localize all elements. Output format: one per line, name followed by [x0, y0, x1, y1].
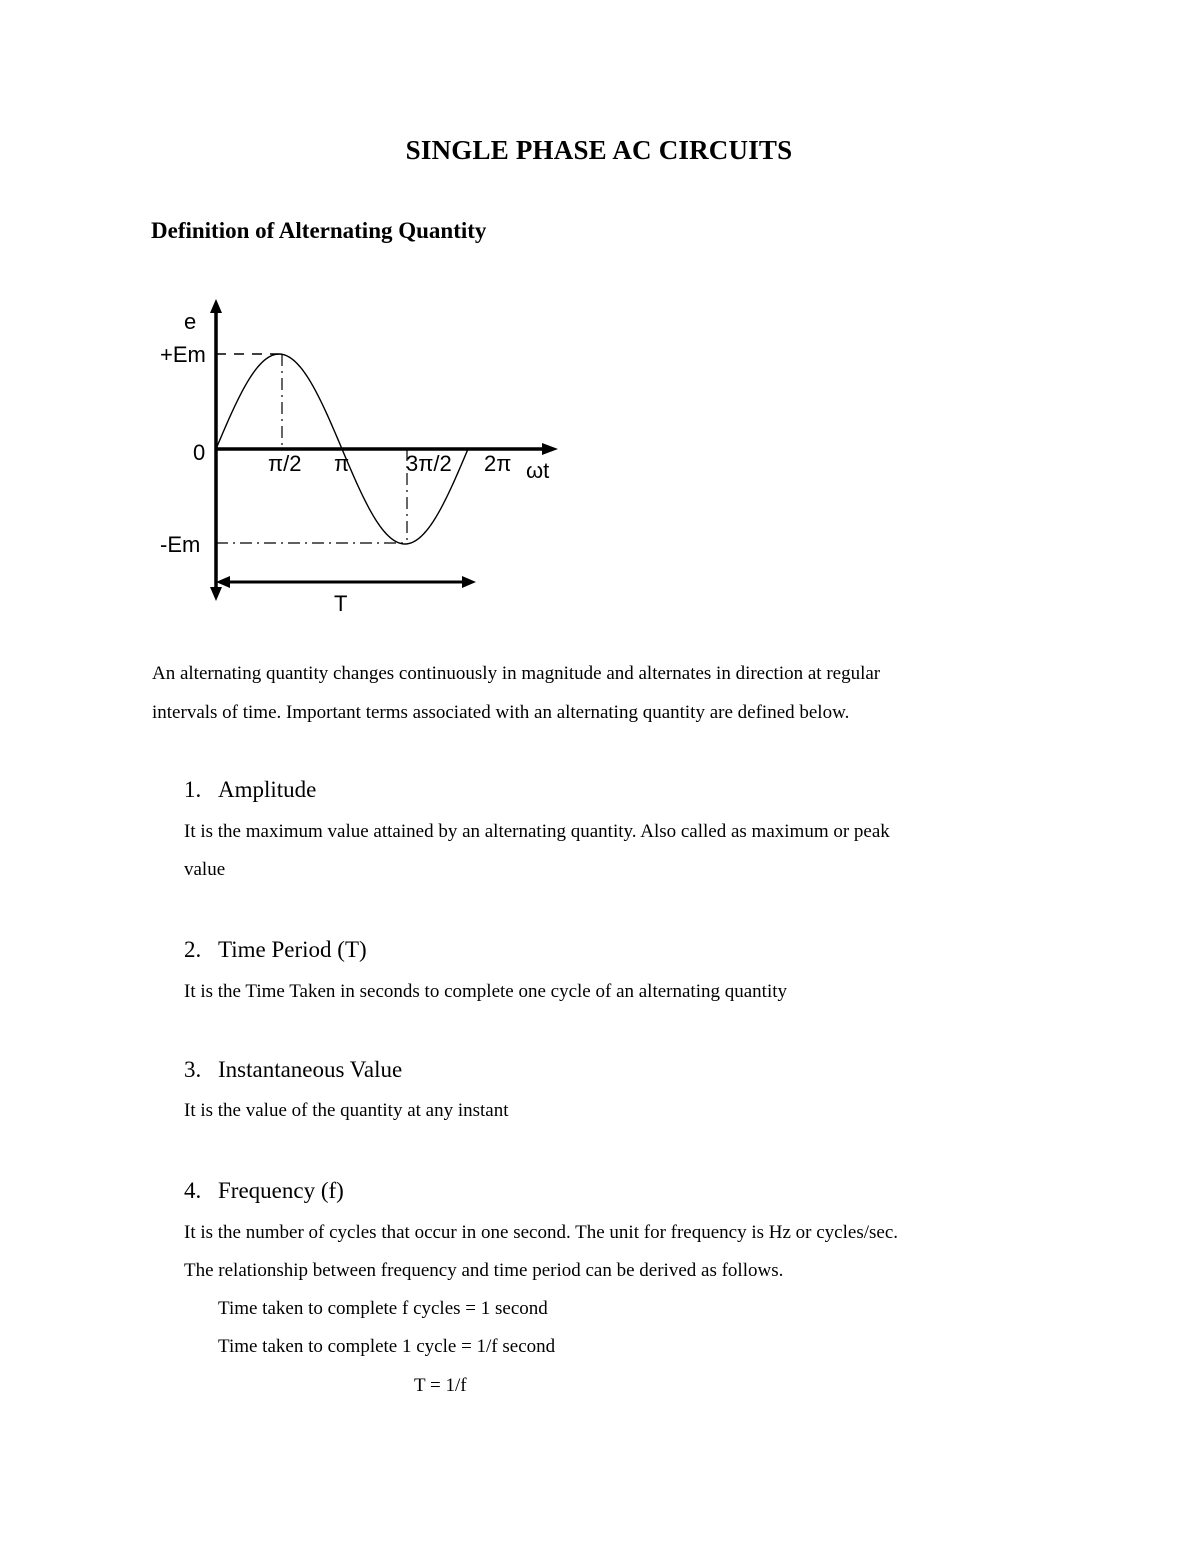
term-body-line: value	[184, 859, 226, 880]
term-title: Amplitude	[218, 777, 317, 802]
sine-wave-figure	[150, 295, 570, 625]
intro-paragraph-line-2: intervals of time. Important terms associated with an alternating quantity are defined below.	[152, 702, 850, 723]
period-label: T	[334, 591, 348, 616]
term-body-line: It is the Time Taken in seconds to complete one cycle of an alternating quantity	[184, 981, 788, 1002]
negative-peak-label: -Em	[160, 532, 201, 557]
frequency-formula: T = 1/f	[414, 1375, 467, 1396]
term-body-line: It is the number of cycles that occur in one second. The unit for frequency is Hz or cycles/sec.	[184, 1222, 899, 1243]
section-heading: Definition of Alternating Quantity	[151, 218, 487, 243]
y-axis-arrow-up	[210, 299, 222, 313]
tick-label-3pi-over-2: 3π/2	[406, 451, 452, 476]
term-title: Instantaneous Value	[218, 1057, 403, 1082]
y-axis-label: e	[184, 309, 197, 334]
period-arrow-right	[462, 576, 476, 588]
term-title: Frequency (f)	[218, 1178, 344, 1203]
tick-label-pi: π	[334, 451, 350, 476]
term-body-line: It is the value of the quantity at any instant	[184, 1100, 509, 1121]
term-body-line: It is the maximum value attained by an alternating quantity. Also called as maximum or peak	[184, 821, 890, 842]
positive-peak-label: +Em	[160, 342, 206, 367]
term-number: 1.	[184, 777, 202, 802]
derivation-line: Time taken to complete 1 cycle = 1/f second	[218, 1336, 556, 1357]
term-heading-amplitude	[184, 777, 316, 803]
tick-label-2pi: 2π	[484, 451, 512, 476]
x-axis-arrow	[542, 443, 558, 455]
term-number: 3.	[184, 1057, 202, 1082]
x-axis-label: ωt	[526, 458, 550, 483]
term-body-line: The relationship between frequency and time period can be derived as follows.	[184, 1260, 784, 1281]
intro-paragraph-line-1: An alternating quantity changes continuously in magnitude and alternates in direction at regular	[152, 663, 881, 684]
tick-label-pi-over-2: π/2	[268, 451, 302, 476]
term-heading-instantaneous-value	[184, 1057, 402, 1083]
term-heading-frequency	[184, 1178, 344, 1204]
term-number: 2.	[184, 937, 202, 962]
period-arrow-left	[216, 576, 230, 588]
derivation-line: Time taken to complete f cycles = 1 second	[218, 1298, 548, 1319]
document-title: SINGLE PHASE AC CIRCUITS	[405, 135, 793, 165]
term-title: Time Period (T)	[218, 937, 367, 962]
term-heading-time-period	[184, 937, 367, 963]
origin-label: 0	[193, 440, 206, 465]
y-axis-arrow-down	[210, 587, 222, 601]
term-number: 4.	[184, 1178, 202, 1203]
